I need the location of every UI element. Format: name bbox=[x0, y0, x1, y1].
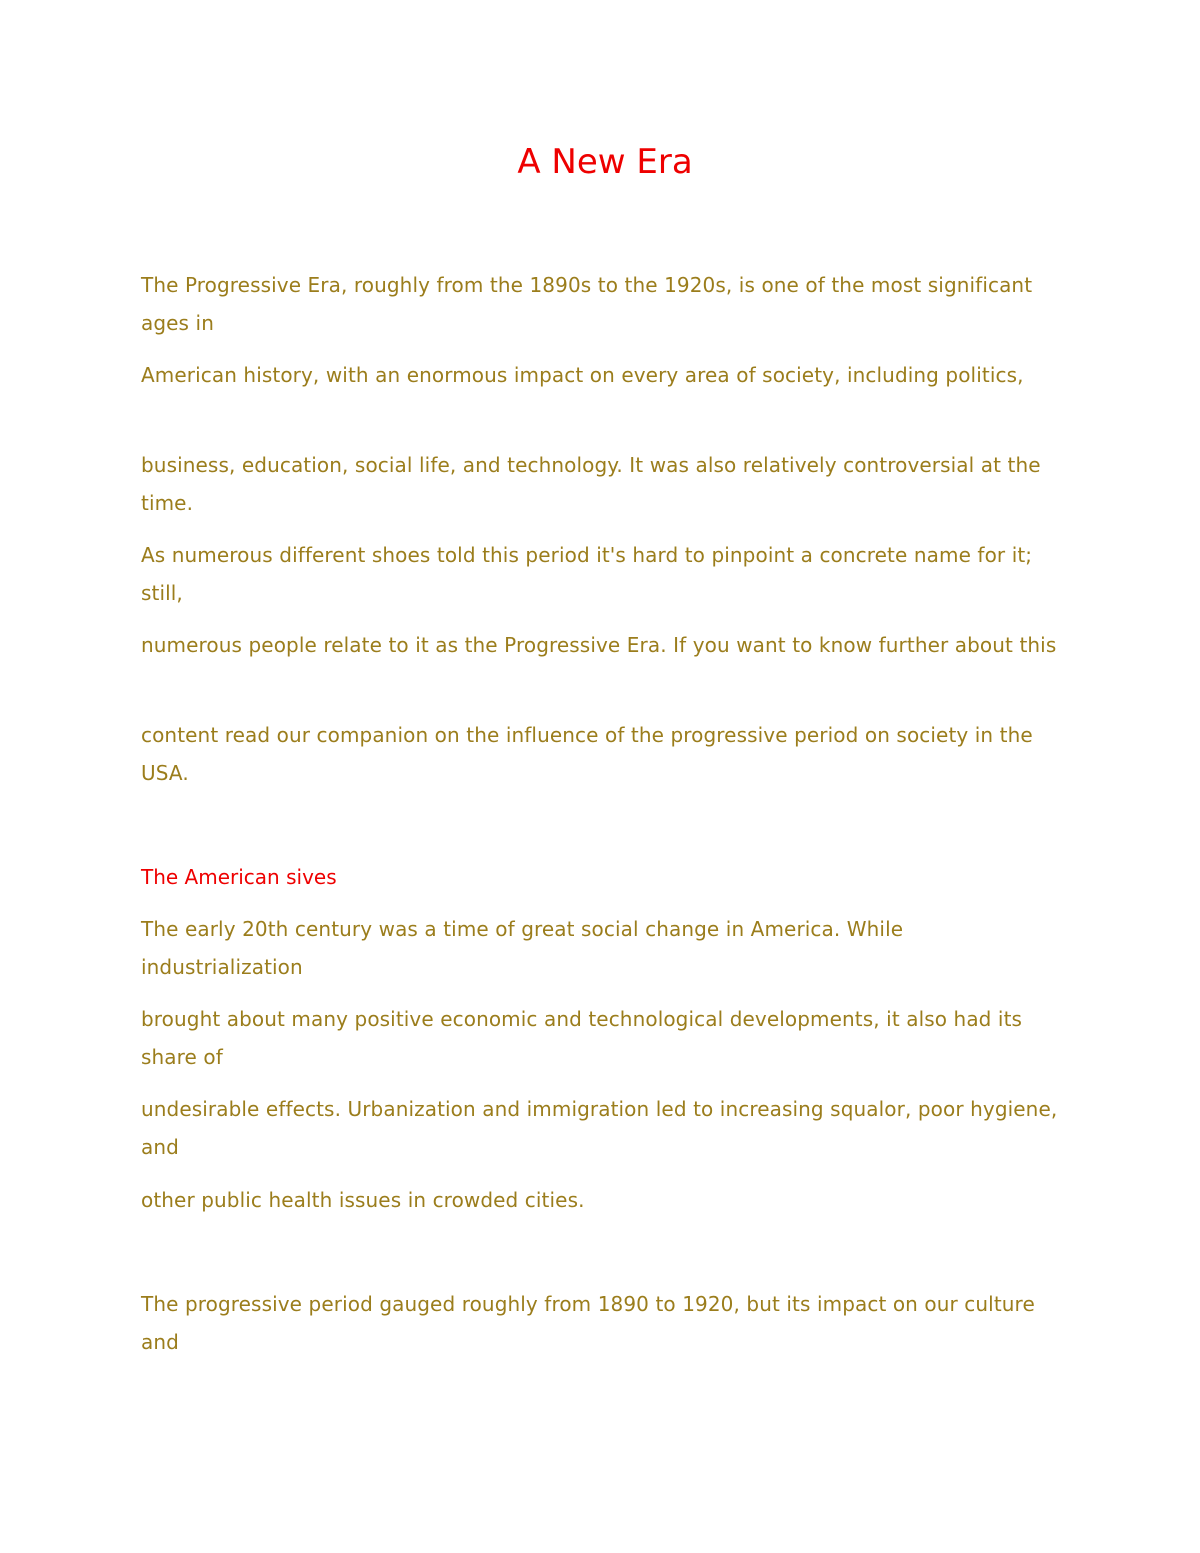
paragraph: American history, with an enormous impact on every area of society, including politics, bbox=[141, 363, 1024, 387]
paragraph: The Progressive Era, roughly from the 1890s to the 1920s, is one of the most significant ages in bbox=[141, 273, 1033, 335]
paragraph: The progressive period gauged roughly from 1890 to 1920, but its impact on our culture and bbox=[141, 1292, 1035, 1354]
document-title: A New Era bbox=[517, 142, 693, 182]
paragraph: undesirable effects. Urbanization and immigration led to increasing squalor, poor hygiene, and bbox=[141, 1097, 1058, 1159]
paragraph: The early 20th century was a time of great social change in America. While industrialization bbox=[141, 917, 904, 979]
paragraph: numerous people relate to it as the Progressive Era. If you want to know further about this bbox=[141, 633, 1057, 657]
paragraph: business, education, social life, and technology. It was also relatively controversial at the time. bbox=[141, 453, 1041, 515]
section-heading: The American sives bbox=[141, 865, 337, 889]
paragraph: content read our companion on the influence of the progressive period on society in the USA. bbox=[141, 723, 1033, 785]
paragraph: other public health issues in crowded cities. bbox=[141, 1188, 585, 1212]
paragraph: brought about many positive economic and technological developments, it also had its share of bbox=[141, 1007, 1023, 1069]
paragraph: As numerous different shoes told this period it's hard to pinpoint a concrete name for it; still, bbox=[141, 543, 1033, 605]
